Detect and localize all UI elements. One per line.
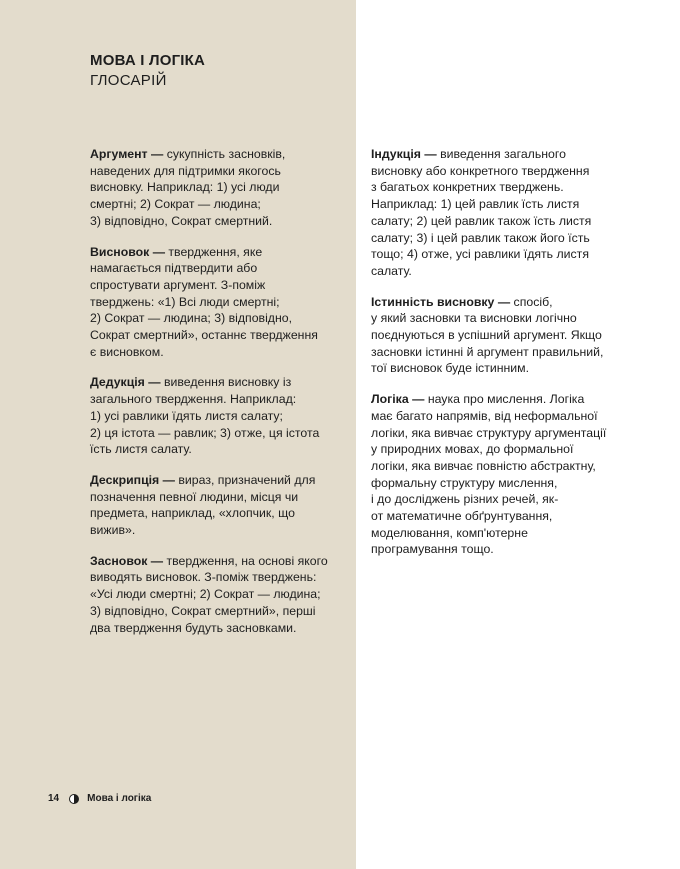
glossary-entry (90, 244, 352, 361)
definition-line: «Усі люди смертні; 2) Сократ — людина; (90, 587, 321, 602)
definition-line: поєднуються в успішний аргумент. Якщо (371, 328, 602, 343)
glossary-entry (371, 294, 641, 378)
term-dash: — (147, 147, 167, 161)
definition-line: логіки, яка вивчає структуру аргументації (371, 425, 607, 440)
glossary-term: Висновок (90, 244, 150, 259)
glossary-entry (90, 472, 352, 539)
definition-line: позначення певної людини, місця чи (90, 489, 299, 504)
glossary-entry (371, 146, 641, 280)
glossary-term: Дедукція (90, 375, 145, 390)
glossary-entry (371, 391, 641, 558)
definition-line: 3) відповідно, Сократ смертний», перші (90, 603, 316, 618)
definition-line: наука про мислення. Логіка (427, 392, 585, 407)
page-header (90, 52, 205, 90)
definition-line: виведення висновку із (164, 375, 292, 390)
definition-line: 3) відповідно, Сократ смертний. (90, 213, 273, 228)
definition-line: спростувати аргумент. З-поміж (90, 277, 266, 292)
glossary-term: Дескрипція (90, 472, 160, 487)
definition-line: логіки, яка вивчає повністю абстрактну, (371, 458, 596, 473)
definition-line: салату; 3) і цей равлик також його їсть (371, 230, 590, 245)
definition-line: їсть листя салату. (90, 442, 192, 457)
definition-line: тверджень: «1) Всі люди смертні; (90, 294, 280, 309)
definition-line: два твердження будуть засновками. (90, 620, 297, 635)
definition-line: твердження, на основі якого (166, 553, 328, 568)
definition-line: і до досліджень різних речей, як- (371, 492, 559, 507)
glossary-term: Засновок (90, 553, 148, 568)
glossary-entry (90, 374, 352, 458)
definition-line: Сократ смертний», останнє твердження (90, 328, 318, 343)
term-dash: — (408, 392, 428, 407)
definition-line: Наприклад: 1) цей равлик їсть листя (371, 197, 580, 212)
definition-line: вижив». (90, 523, 136, 538)
definition-line: вираз, призначений для (178, 472, 316, 487)
definition-line: виводять висновок. З-поміж тверджень: (90, 570, 317, 585)
definition-line: виведення загального (440, 147, 566, 161)
definition-line: висновку або конкретного твердження (371, 163, 590, 178)
definition-line: у який засновки та висновки логічно (371, 311, 577, 326)
glossary-left-column (90, 146, 352, 650)
definition-line: от математичне обґрунтування, (371, 509, 553, 524)
definition-line: 1) усі равлики їдять листя салату; (90, 408, 283, 423)
glossary-entry (90, 146, 352, 230)
term-dash: — (159, 472, 179, 487)
page-footer (48, 793, 151, 805)
definition-line: предмета, наприклад, «хлопчик, що (90, 506, 295, 521)
term-dash: — (494, 294, 514, 309)
definition-line: смертні; 2) Сократ — людина; (90, 197, 261, 212)
definition-line: формальну структуру мислення, (371, 475, 558, 490)
definition-line: наведених для підтримки якогось (90, 163, 281, 178)
page-title: МОВА І ЛОГІКА (90, 52, 206, 69)
definition-line: намагається підтвердити або (90, 261, 258, 276)
page-number: 14 (48, 793, 60, 804)
definition-line: тощо; 4) отже, усі равлики їдять листя (371, 247, 589, 262)
term-dash: — (144, 375, 164, 390)
glossary-term: Індукція (371, 147, 421, 161)
definition-line: твердження, яке (168, 244, 263, 259)
definition-line: сукупність засновків, (166, 147, 286, 161)
glossary-entry (90, 553, 352, 637)
definition-line: салату. (371, 263, 412, 278)
glossary-term: Істинність висновку (371, 294, 495, 309)
definition-line: тої висновок буде істинним. (371, 361, 530, 376)
glossary-term: Аргумент (90, 147, 148, 161)
glossary-right-column (371, 146, 641, 572)
definition-line: 2) ця істота — равлик; 3) отже, ця істота (90, 425, 320, 440)
footer-section-title: Мова і логіка (87, 793, 152, 804)
half-circle-icon (69, 794, 79, 804)
definition-line: спосіб, (513, 294, 553, 309)
definition-line: у природних мовах, до формальної (371, 442, 574, 457)
term-dash: — (149, 244, 169, 259)
definition-line: висновку. Наприклад: 1) усі люди (90, 180, 280, 195)
definition-line: програмування тощо. (371, 542, 494, 557)
definition-line: є висновком. (90, 344, 164, 359)
definition-line: загального твердження. Наприклад: (90, 392, 297, 407)
page-subtitle: ГЛОСАРІЙ (90, 72, 167, 89)
term-dash: — (147, 553, 167, 568)
definition-line: засновки істинні й аргумент правильний, (371, 344, 604, 359)
definition-line: салату; 2) цей равлик також їсть листя (371, 213, 592, 228)
definition-line: має багато напрямів, від неформальної (371, 408, 598, 423)
term-dash: — (420, 147, 441, 161)
definition-line: з багатьох конкретних тверджень. (371, 180, 564, 195)
definition-line: моделювання, комп'ютерне (371, 525, 528, 540)
glossary-term: Логіка (371, 392, 409, 407)
definition-line: 2) Сократ — людина; 3) відповідно, (90, 311, 293, 326)
